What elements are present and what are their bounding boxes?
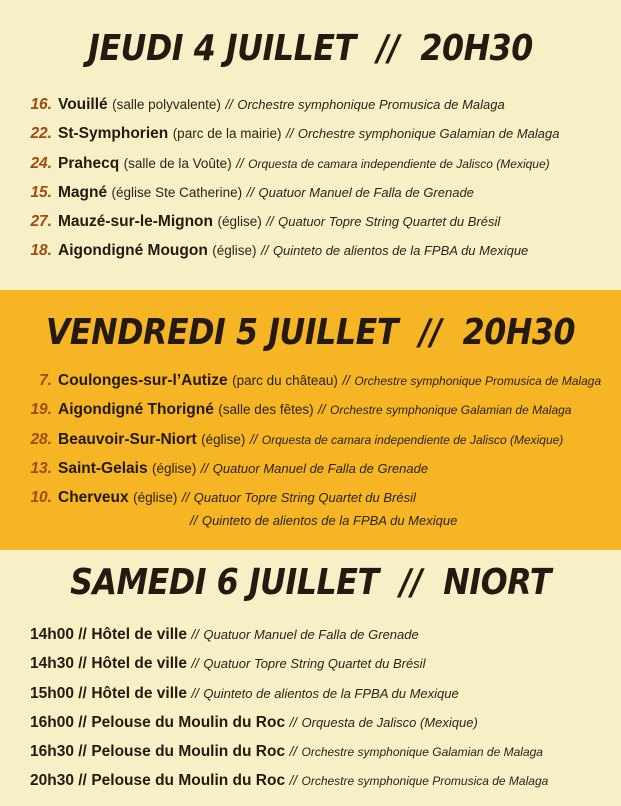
concert-list: [0, 372, 621, 542]
concert-venue: (église): [217, 214, 262, 230]
concert-ensemble: Quatuor Manuel de Falla de Grenade: [203, 627, 419, 642]
concert-ensemble: Orchestre symphonique Promusica de Malaga: [354, 374, 602, 388]
concert-row: [0, 401, 621, 430]
section-heading: SAMEDI 6 JUILLET // NIORT: [70, 562, 551, 603]
concert-ensemble: Quinteto de alientos de la FPBA du Mexique: [201, 513, 458, 529]
concert-number: 10.: [30, 489, 52, 507]
concert-row: [0, 96, 621, 125]
concert-row: [0, 431, 621, 460]
concert-place: Pelouse du Moulin du Roc: [91, 772, 286, 790]
separator: //: [191, 627, 199, 642]
concert-row: [0, 772, 621, 801]
concert-place: Cherveux: [58, 489, 129, 507]
separator: //: [260, 243, 269, 259]
concert-place: Saint-Gelais: [58, 459, 148, 477]
concert-list: [0, 626, 621, 802]
concert-number: 13.: [30, 459, 52, 477]
concert-place: Prahecq: [58, 154, 120, 172]
concert-number: 18.: [30, 242, 52, 260]
separator: //: [225, 97, 233, 112]
concert-number: 15.: [30, 183, 52, 201]
concert-ensemble: Orquesta de camara independiente de Jalisco (Mexique): [248, 156, 550, 171]
concert-ensemble: Orchestre symphonique Promusica de Malaga: [301, 774, 549, 789]
concert-row: [0, 242, 621, 271]
concert-time: 16h00 //: [30, 713, 87, 731]
concert-venue: (église): [212, 243, 257, 259]
concert-place: Hôtel de ville: [91, 655, 187, 673]
concert-ensemble: Orchestre symphonique Galamian de Malaga: [301, 745, 543, 760]
section-heading: JEUDI 4 JUILLET // 20H30: [88, 28, 533, 69]
concert-time: 14h00 //: [30, 626, 87, 643]
concert-ensemble: Orchestre symphonique Promusica de Malaga: [237, 97, 505, 112]
concert-ensemble: Quatuor Manuel de Falla de Grenade: [212, 460, 429, 476]
concert-venue: (église): [152, 460, 197, 476]
concert-row: [0, 213, 621, 242]
concert-row: [0, 714, 621, 743]
concert-ensemble: Orquesta de camara independiente de Jalisco (Mexique): [261, 432, 564, 447]
concert-row-continuation: [0, 512, 621, 541]
concert-ensemble: Quatuor Manuel de Falla de Grenade: [258, 184, 474, 200]
concert-venue: (église): [133, 490, 178, 506]
concert-row: [0, 155, 621, 184]
concert-row: [0, 125, 621, 154]
section-heading: VENDREDI 5 JUILLET // 20H30: [45, 312, 576, 353]
separator: //: [200, 460, 209, 476]
concert-venue: (parc du château): [232, 373, 338, 388]
concert-venue: (salle des fêtes): [218, 402, 314, 418]
concert-number: 22.: [30, 125, 52, 143]
concert-ensemble: Orchestre symphonique Galamian de Malaga: [330, 403, 572, 418]
concert-venue: (salle de la Voûte): [123, 155, 232, 171]
concert-place: Hôtel de ville: [91, 626, 187, 643]
concert-time: 15h00 //: [30, 684, 87, 702]
separator: //: [285, 126, 294, 142]
concert-place: Hôtel de ville: [91, 684, 187, 702]
concert-ensemble: Quinteto de alientos de la FPBA du Mexique: [203, 685, 459, 701]
concert-place: Pelouse du Moulin du Roc: [91, 743, 286, 761]
concert-time: 20h30 //: [30, 772, 87, 790]
separator: //: [246, 184, 255, 200]
concert-place: Mauzé-sur-le-Mignon: [58, 213, 213, 231]
concert-row: [0, 626, 621, 655]
concert-ensemble: Quatuor Topre String Quartet du Brésil: [278, 214, 501, 230]
concert-place: Aigondigné Mougon: [58, 242, 208, 260]
concert-number: 7.: [39, 372, 52, 389]
concert-number: 28.: [30, 430, 52, 448]
concert-place: St-Symphorien: [58, 125, 169, 143]
section-vendredi: [0, 290, 621, 550]
separator: //: [318, 402, 326, 418]
concert-row: [0, 460, 621, 489]
separator: //: [190, 513, 198, 529]
concert-place: Aigondigné Thorigné: [58, 401, 214, 419]
concert-venue: (parc de la mairie): [172, 126, 282, 142]
concert-ensemble: Quinteto de alientos de la FPBA du Mexique: [272, 243, 529, 259]
concert-venue: (salle polyvalente): [112, 97, 221, 112]
concert-ensemble: Quatuor Topre String Quartet du Brésil: [193, 490, 416, 506]
section-jeudi: [0, 0, 621, 290]
concert-ensemble: Orquesta de Jalisco (Mexique): [301, 714, 478, 730]
concert-row: [0, 685, 621, 714]
concert-place: Coulonges-sur-l’Autize: [58, 372, 228, 389]
separator: //: [191, 656, 199, 672]
concert-venue: (église Ste Catherine): [111, 184, 243, 200]
separator: //: [266, 214, 274, 230]
separator: //: [249, 431, 258, 447]
concert-place: Pelouse du Moulin du Roc: [91, 713, 286, 731]
concert-venue: (église): [201, 431, 246, 447]
concert-time: 16h30 //: [30, 743, 87, 761]
separator: //: [289, 773, 298, 789]
concert-number: 19.: [30, 401, 52, 419]
concert-number: 24.: [30, 154, 52, 172]
concert-row: [0, 372, 621, 401]
concert-list: [0, 96, 621, 272]
separator: //: [289, 744, 298, 760]
concert-row: [0, 184, 621, 213]
concert-number: 16.: [30, 96, 52, 113]
concert-ensemble: Orchestre symphonique Galamian de Malaga: [297, 126, 560, 142]
concert-ensemble: Quatuor Topre String Quartet du Brésil: [203, 656, 426, 672]
concert-row: [0, 655, 621, 684]
concert-time: 14h30 //: [30, 655, 87, 673]
separator: //: [191, 685, 199, 701]
section-samedi: [0, 550, 621, 806]
concert-place: Magné: [58, 183, 108, 201]
separator: //: [342, 373, 350, 388]
concert-number: 27.: [30, 213, 52, 231]
concert-place: Beauvoir-Sur-Niort: [58, 430, 197, 448]
separator: //: [236, 155, 244, 171]
concert-row: [0, 743, 621, 772]
separator: //: [181, 490, 190, 506]
separator: //: [289, 714, 298, 730]
concert-place: Vouillé: [58, 96, 108, 113]
